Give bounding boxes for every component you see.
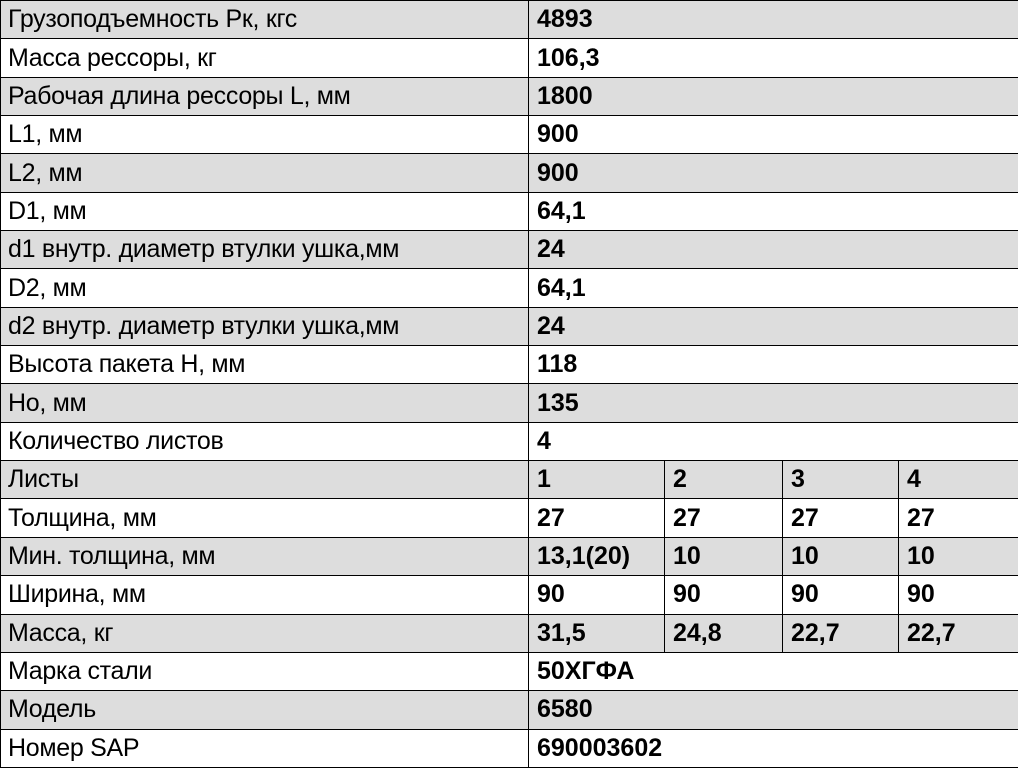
- row-value: 690003602: [529, 729, 1018, 767]
- leaf-value: 90: [783, 576, 899, 614]
- row-value: 900: [529, 116, 1018, 154]
- row-value: 106,3: [529, 39, 1018, 77]
- row-value: 50ХГФА: [529, 652, 1018, 690]
- leaf-value: 27: [529, 499, 665, 537]
- leaf-value: 10: [665, 537, 783, 575]
- leaf-value: 13,1(20): [529, 537, 665, 575]
- table-row: [1, 652, 1018, 690]
- row-value: 900: [529, 154, 1018, 192]
- row-value: 4893: [529, 1, 1018, 39]
- table-row: [1, 384, 1018, 422]
- row-label: Рабочая длина рессоры L, мм: [1, 77, 529, 115]
- table-row: [1, 116, 1018, 154]
- row-label: Марка стали: [1, 652, 529, 690]
- row-label: L2, мм: [1, 154, 529, 192]
- row-label: D2, мм: [1, 269, 529, 307]
- row-value: 64,1: [529, 192, 1018, 230]
- row-label: Мин. толщина, мм: [1, 537, 529, 575]
- leaf-value: 4: [899, 461, 1018, 499]
- table-row: [1, 307, 1018, 345]
- leaf-value: 27: [783, 499, 899, 537]
- table-row: [1, 77, 1018, 115]
- leaf-value: 10: [783, 537, 899, 575]
- table-row: [1, 154, 1018, 192]
- table-row: [1, 461, 1018, 499]
- leaf-value: 90: [529, 576, 665, 614]
- table-row: [1, 346, 1018, 384]
- table-row: [1, 537, 1018, 575]
- table-row: [1, 499, 1018, 537]
- table-row: [1, 269, 1018, 307]
- row-value: 6580: [529, 691, 1018, 729]
- row-label: D1, мм: [1, 192, 529, 230]
- row-label: Грузоподъемность Pк, кгс: [1, 1, 529, 39]
- table-row: [1, 1, 1018, 39]
- row-value: 1800: [529, 77, 1018, 115]
- row-label: Модель: [1, 691, 529, 729]
- leaf-value: 10: [899, 537, 1018, 575]
- table-row: [1, 614, 1018, 652]
- leaf-value: 22,7: [783, 614, 899, 652]
- leaf-value: 2: [665, 461, 783, 499]
- leaf-value: 3: [783, 461, 899, 499]
- row-label: L1, мм: [1, 116, 529, 154]
- row-label: Ho, мм: [1, 384, 529, 422]
- table-row: [1, 39, 1018, 77]
- table-row: [1, 576, 1018, 614]
- table-row: [1, 231, 1018, 269]
- table-row: [1, 422, 1018, 460]
- row-value: 135: [529, 384, 1018, 422]
- row-value: 4: [529, 422, 1018, 460]
- row-value: 24: [529, 307, 1018, 345]
- row-value: 118: [529, 346, 1018, 384]
- row-label: d1 внутр. диаметр втулки ушка,мм: [1, 231, 529, 269]
- row-value: 24: [529, 231, 1018, 269]
- leaf-value: 24,8: [665, 614, 783, 652]
- row-label: Количество листов: [1, 422, 529, 460]
- row-label: Толщина, мм: [1, 499, 529, 537]
- table-row: [1, 729, 1018, 767]
- row-label: Высота пакета H, мм: [1, 346, 529, 384]
- leaf-value: 27: [665, 499, 783, 537]
- row-label: Масса рессоры, кг: [1, 39, 529, 77]
- row-label: Номер SAP: [1, 729, 529, 767]
- row-label: Масса, кг: [1, 614, 529, 652]
- leaf-value: 90: [899, 576, 1018, 614]
- row-label: Листы: [1, 461, 529, 499]
- row-label: d2 внутр. диаметр втулки ушка,мм: [1, 307, 529, 345]
- leaf-value: 31,5: [529, 614, 665, 652]
- row-value: 64,1: [529, 269, 1018, 307]
- leaf-value: 22,7: [899, 614, 1018, 652]
- leaf-value: 27: [899, 499, 1018, 537]
- table-row: [1, 192, 1018, 230]
- leaf-value: 1: [529, 461, 665, 499]
- table-row: [1, 691, 1018, 729]
- leaf-value: 90: [665, 576, 783, 614]
- row-label: Ширина, мм: [1, 576, 529, 614]
